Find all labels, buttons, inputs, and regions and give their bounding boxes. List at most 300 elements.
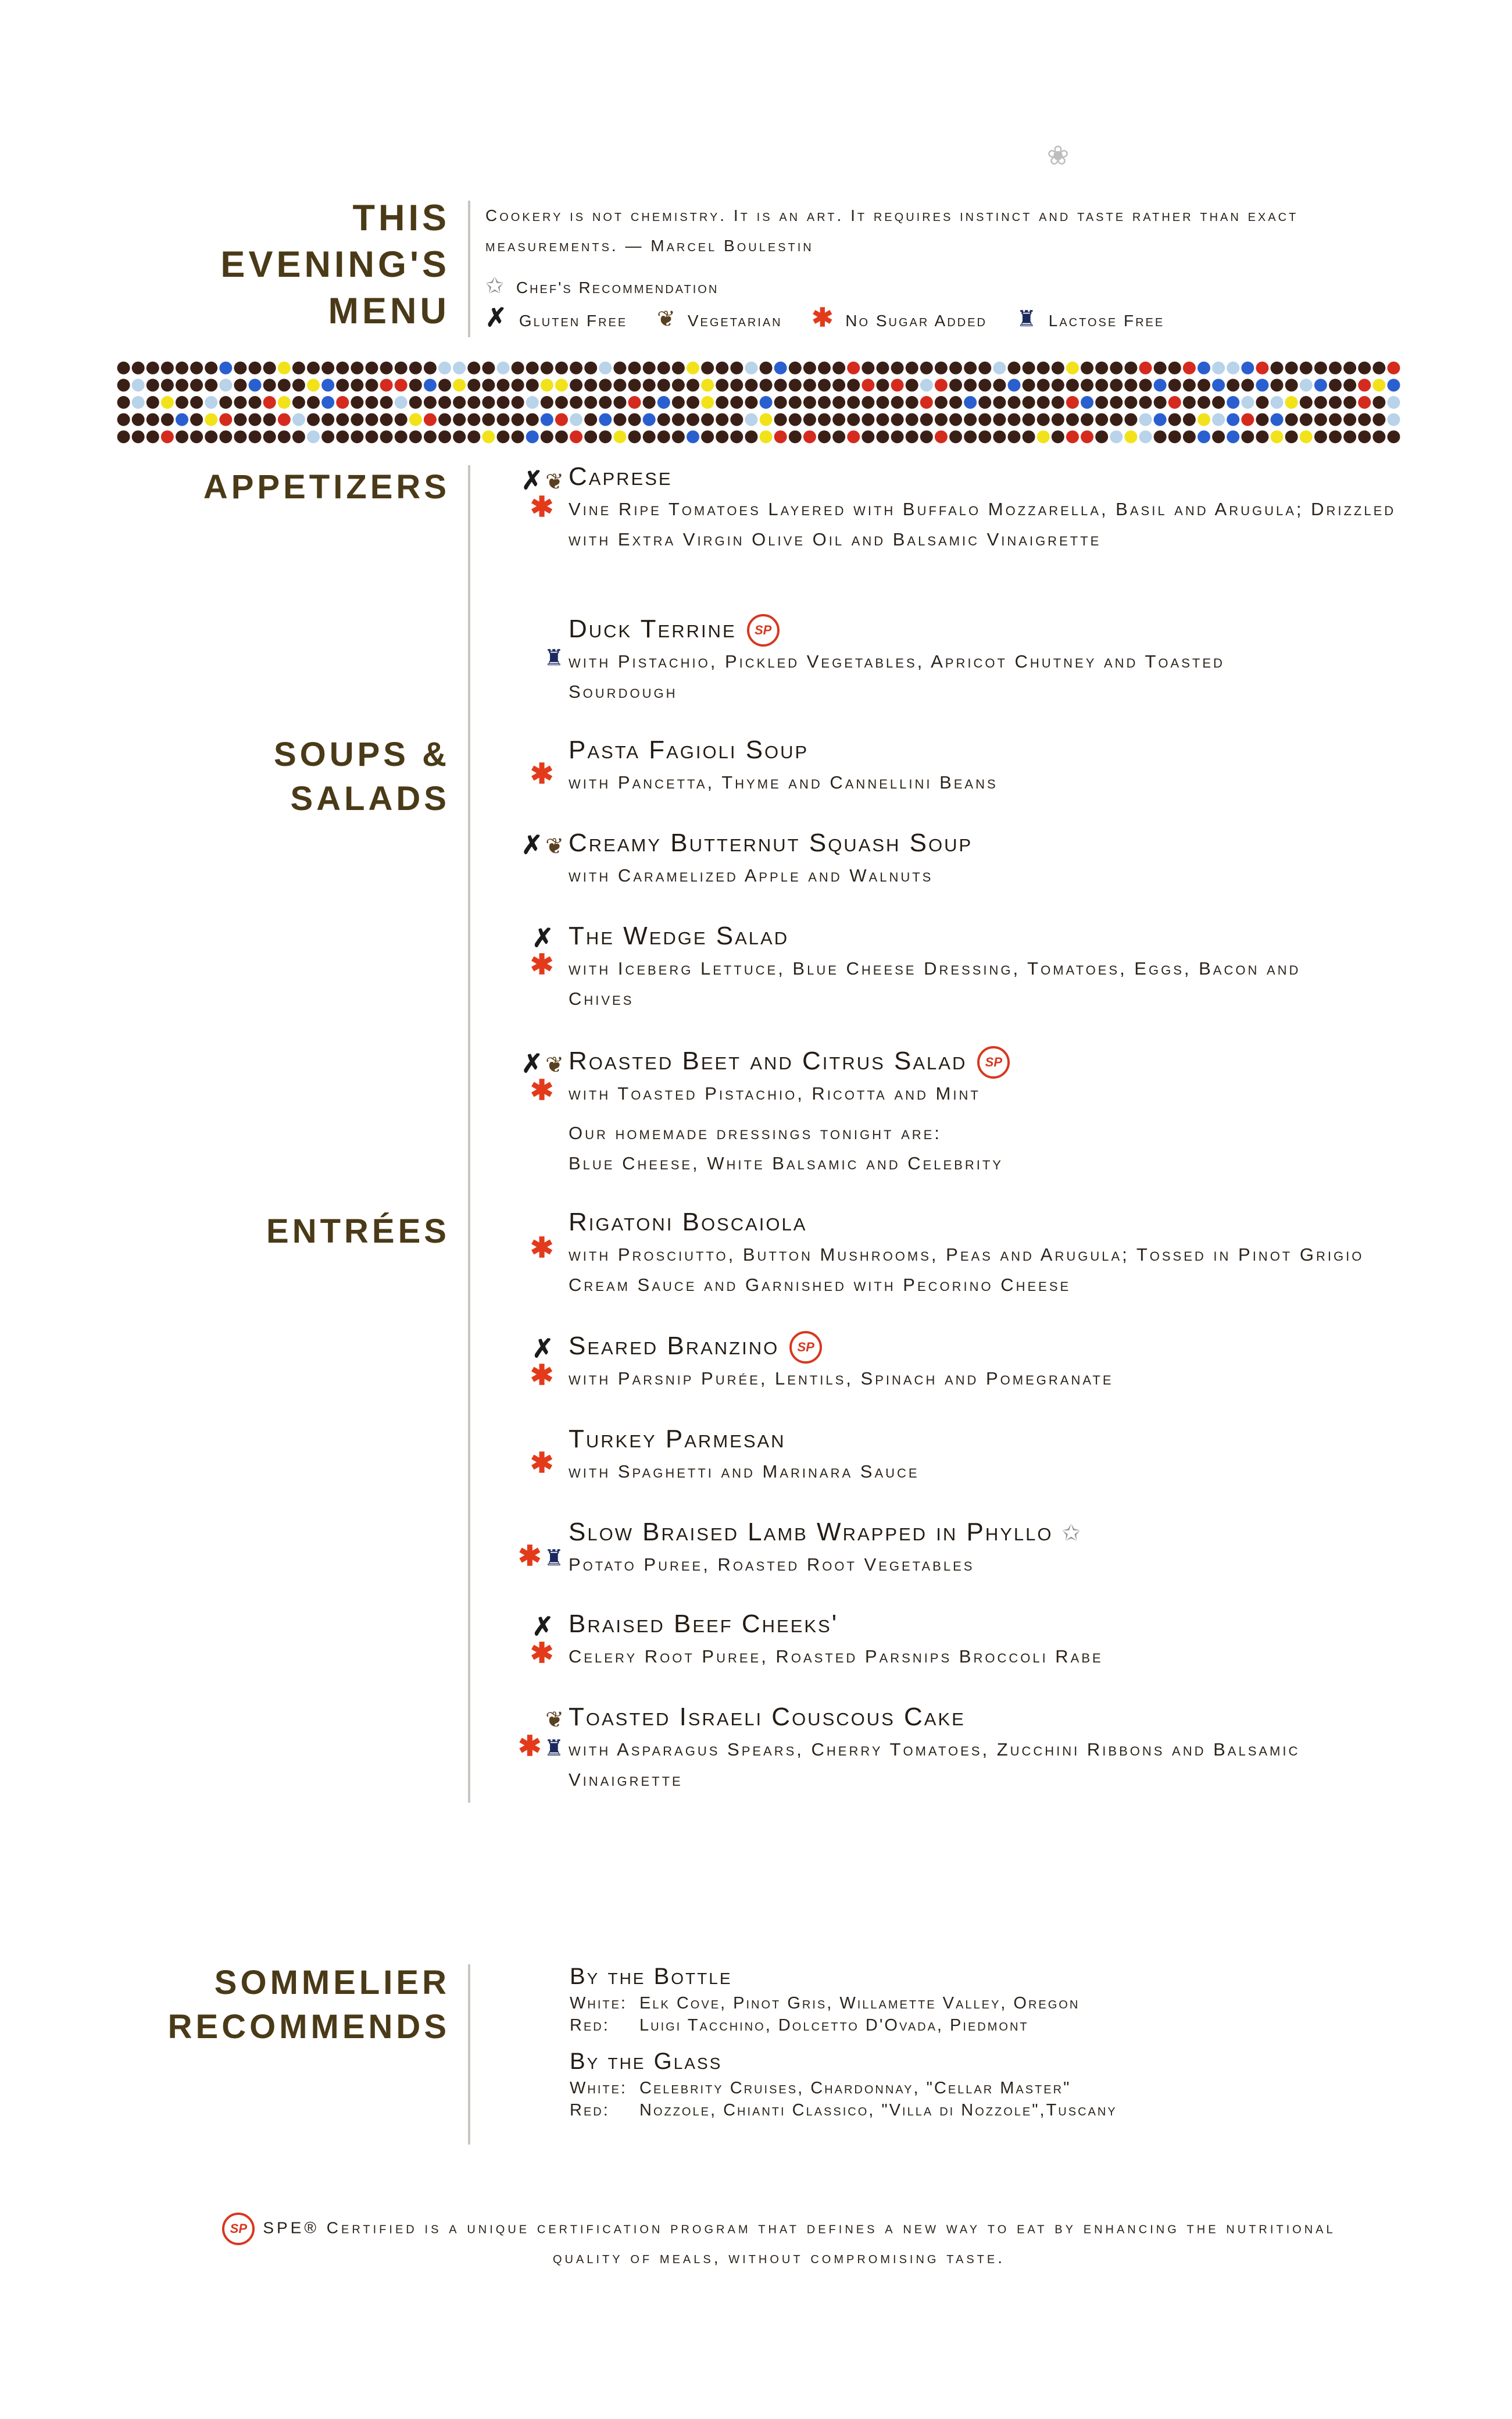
section-appetizers: APPETIZERS — [203, 468, 450, 506]
page-title — [220, 195, 450, 334]
decor-dot — [818, 396, 831, 409]
gluten-free-icon: ✗ — [485, 304, 509, 332]
decor-dot — [395, 362, 408, 374]
decor-dot — [687, 396, 699, 409]
decor-dot — [146, 362, 159, 374]
wine-line — [570, 1992, 1117, 2014]
decor-dot — [760, 413, 773, 426]
decor-dot — [1154, 396, 1167, 409]
decor-dot — [1023, 413, 1035, 426]
decor-dot — [876, 362, 889, 374]
decor-dot — [1256, 430, 1268, 443]
decor-dot — [876, 430, 889, 443]
decor-dot — [1139, 362, 1152, 374]
decor-dot — [906, 379, 918, 391]
decor-dot — [964, 430, 977, 443]
spe-certified-icon: SP — [222, 2213, 255, 2245]
footer-note — [198, 2213, 1360, 2271]
decor-dot — [1198, 396, 1210, 409]
decor-dot — [292, 396, 305, 409]
decor-dot — [263, 430, 276, 443]
decor-dot — [1183, 413, 1196, 426]
decor-dot — [1285, 430, 1298, 443]
item-name: Roasted Beet and Citrus Salad — [569, 1047, 967, 1075]
item-name: Caprese — [569, 462, 673, 491]
decor-dot — [190, 413, 203, 426]
decor-dot — [467, 396, 480, 409]
decor-dot — [132, 430, 145, 443]
decor-dot — [745, 362, 757, 374]
decor-dot — [643, 379, 656, 391]
decor-dot — [146, 413, 159, 426]
decor-dot — [1037, 413, 1050, 426]
decor-dot — [818, 362, 831, 374]
decor-dot — [599, 413, 612, 426]
decor-dot — [263, 362, 276, 374]
decor-dot — [1314, 396, 1327, 409]
decor-dot — [818, 430, 831, 443]
wine-type: White: — [570, 1994, 627, 2013]
decor-dot — [935, 379, 948, 391]
decor-dot — [935, 413, 948, 426]
decor-dot — [1227, 413, 1239, 426]
decor-dot — [1154, 379, 1167, 391]
decor-dot — [672, 362, 685, 374]
decor-dot — [278, 430, 291, 443]
decor-dot — [1037, 430, 1050, 443]
item-name: Turkey Parmesan — [569, 1425, 786, 1453]
decor-dot — [453, 379, 466, 391]
decor-dot — [891, 413, 904, 426]
legend-label: Vegetarian — [687, 312, 782, 330]
decor-dot — [570, 413, 582, 426]
decor-dot — [803, 413, 816, 426]
decor-dot — [818, 413, 831, 426]
decor-dot — [803, 379, 816, 391]
decor-dot — [1037, 362, 1050, 374]
wine-line — [570, 2014, 1117, 2036]
decor-dot — [1139, 396, 1152, 409]
decor-dot — [453, 413, 466, 426]
decor-dot — [161, 413, 174, 426]
diet-icons — [482, 833, 564, 859]
decor-dot — [1081, 430, 1093, 443]
decor-dot — [336, 379, 349, 391]
decor-dot — [613, 396, 626, 409]
decor-dot — [832, 396, 845, 409]
decor-dot — [1387, 396, 1400, 409]
decor-dot — [891, 430, 904, 443]
decor-dot — [1154, 413, 1167, 426]
decor-dot — [234, 396, 246, 409]
decor-dot — [1198, 430, 1210, 443]
decor-dot — [146, 396, 159, 409]
decor-dot — [1256, 379, 1268, 391]
decor-dot — [526, 430, 539, 443]
decor-dot — [657, 396, 670, 409]
section-title-line: SALADS — [290, 780, 450, 818]
decor-dot — [949, 362, 962, 374]
decor-dot — [1168, 430, 1181, 443]
decor-dot — [541, 362, 553, 374]
legend-label: Lactose Free — [1048, 312, 1165, 330]
cow-icon: ♜ — [1016, 307, 1038, 331]
decor-dot — [1285, 379, 1298, 391]
decor-dot — [263, 379, 276, 391]
decor-dot — [453, 396, 466, 409]
decor-dot — [978, 362, 991, 374]
decor-dot — [774, 362, 787, 374]
decor-dot — [643, 362, 656, 374]
legend-label: Gluten Free — [519, 312, 628, 330]
decor-dot — [1110, 413, 1123, 426]
decor-dot — [657, 413, 670, 426]
decor-dot — [132, 379, 145, 391]
decor-dot — [570, 379, 582, 391]
leaf-icon: ❦ — [545, 470, 564, 494]
decor-dot — [146, 379, 159, 391]
decor-dot — [964, 413, 977, 426]
asterisk-icon: ✱ — [530, 1638, 554, 1669]
decor-dot — [1124, 413, 1137, 426]
decor-dot — [993, 413, 1006, 426]
decor-dot — [862, 362, 874, 374]
decor-dot — [336, 430, 349, 443]
asterisk-icon: ✱ — [530, 1448, 554, 1479]
decor-dot — [219, 362, 232, 374]
item-desc: Vine Ripe Tomatoes Layered with Buffalo Mozzarella, Basil and Arugula; Drizzled with Extra Virgin Olive Oil and Balsamic Vinaigrette — [569, 499, 1396, 550]
decor-dot — [205, 430, 217, 443]
decor-dot — [730, 430, 743, 443]
decor-dot — [993, 379, 1006, 391]
decor-dot — [263, 413, 276, 426]
asterisk-icon: ✱ — [530, 950, 554, 980]
menu-item — [569, 919, 1406, 1014]
menu-item — [569, 1044, 1406, 1179]
item-name: The Wedge Salad — [569, 922, 789, 950]
asterisk-icon: ✱ — [518, 1541, 542, 1572]
decor-dot — [949, 396, 962, 409]
decor-dot — [1037, 379, 1050, 391]
decor-dot — [774, 413, 787, 426]
decor-dot — [555, 413, 568, 426]
decor-dot — [847, 379, 860, 391]
decor-dot — [1387, 413, 1400, 426]
decor-dot — [1329, 362, 1342, 374]
decor-dot — [1241, 413, 1254, 426]
decor-dot — [584, 362, 597, 374]
decor-dot — [1124, 430, 1137, 443]
decor-dot — [1007, 413, 1020, 426]
decor-dot — [321, 430, 334, 443]
decor-dot — [1023, 362, 1035, 374]
decor-dot — [1095, 379, 1108, 391]
menu-item — [569, 1329, 1406, 1394]
decor-dot — [949, 430, 962, 443]
decor-dot — [307, 430, 320, 443]
item-desc: with Pancetta, Thyme and Cannellini Beans — [569, 772, 998, 793]
diet-icons — [482, 1707, 564, 1761]
decor-dot — [190, 430, 203, 443]
decor-dot — [380, 430, 393, 443]
decor-dot — [205, 396, 217, 409]
decor-dot — [1256, 362, 1268, 374]
decor-dot — [978, 379, 991, 391]
cow-icon: ♜ — [544, 646, 564, 670]
dressing-note: Our homemade dressings tonight are: — [569, 1123, 942, 1144]
decor-dot — [438, 413, 451, 426]
decor-dot — [862, 379, 874, 391]
item-name: Rigatoni Boscaiola — [569, 1208, 807, 1236]
decor-dot — [570, 396, 582, 409]
decor-dot — [380, 379, 393, 391]
asterisk-icon: ✱ — [530, 1075, 554, 1106]
decor-dot — [278, 396, 291, 409]
decor-dot — [1358, 413, 1371, 426]
spe-certified-icon: SP — [789, 1331, 822, 1364]
asterisk-icon: ✱ — [530, 1233, 554, 1264]
decor-dot — [1139, 413, 1152, 426]
decor-dot — [862, 430, 874, 443]
section-soups-salads — [274, 733, 450, 821]
section-entrees: ENTRÉES — [266, 1212, 450, 1250]
decor-dot — [1066, 362, 1079, 374]
decor-dot — [146, 430, 159, 443]
decor-dot — [643, 396, 656, 409]
decor-dot — [1124, 396, 1137, 409]
decor-dot — [1285, 362, 1298, 374]
wine-type: Red: — [570, 2016, 610, 2035]
decor-dot — [234, 362, 246, 374]
item-desc: with Prosciutto, Button Mushrooms, Peas and Arugula; Tossed in Pinot Grigio Cream Sauce and Garnished with Pecorino Cheese — [569, 1244, 1364, 1295]
decor-dot — [1198, 413, 1210, 426]
decor-dot — [599, 430, 612, 443]
decor-dot — [132, 362, 145, 374]
decor-dot — [467, 413, 480, 426]
decor-dot — [219, 379, 232, 391]
decor-dot — [730, 379, 743, 391]
decor-dot — [949, 413, 962, 426]
decor-dot — [716, 379, 728, 391]
leaf-icon: ❦ — [545, 1053, 564, 1078]
decor-dot — [321, 413, 334, 426]
diet-icons — [482, 645, 564, 672]
decor-dot — [1052, 362, 1064, 374]
decor-dot — [263, 396, 276, 409]
decor-dot — [424, 379, 437, 391]
decor-dot — [453, 430, 466, 443]
decor-dot — [628, 430, 641, 443]
decor-dot — [716, 430, 728, 443]
decor-dot — [876, 396, 889, 409]
decor-dot — [161, 379, 174, 391]
decor-dot — [365, 430, 378, 443]
decor-dot — [1285, 396, 1298, 409]
decor-dot — [628, 396, 641, 409]
decor-dot — [219, 430, 232, 443]
decor-dot — [351, 413, 363, 426]
decor-dot — [292, 430, 305, 443]
decor-dot — [395, 379, 408, 391]
decor-dot — [1212, 396, 1225, 409]
decor-dot — [745, 379, 757, 391]
decor-dot — [1227, 430, 1239, 443]
decor-dot — [876, 379, 889, 391]
decor-dot — [176, 413, 188, 426]
decor-dot — [1387, 430, 1400, 443]
wine-type: White: — [570, 2079, 627, 2097]
decor-dot — [1212, 379, 1225, 391]
decor-dot — [453, 362, 466, 374]
ship-crest-icon: ❀ — [1046, 140, 1070, 170]
quote: Cookery is not chemistry. It is an art. It requires instinct and taste rather than exact measurements. — Marcel Boulestin — [485, 206, 1299, 255]
divider — [468, 201, 470, 337]
decor-dot — [365, 362, 378, 374]
decor-dot — [541, 413, 553, 426]
decor-dot — [730, 396, 743, 409]
decor-dot — [760, 362, 773, 374]
item-name: Braised Beef Cheeks' — [569, 1610, 839, 1638]
decor-dot — [774, 379, 787, 391]
decor-dot — [512, 430, 524, 443]
decor-dot — [292, 379, 305, 391]
decor-dot — [1227, 362, 1239, 374]
decor-dot — [1271, 362, 1284, 374]
decor-dot — [1372, 362, 1385, 374]
gluten-free-icon: ✗ — [521, 831, 543, 859]
decor-dot — [701, 362, 714, 374]
diet-icons — [482, 1448, 564, 1479]
legend-chef — [485, 273, 719, 299]
decor-dot — [1168, 396, 1181, 409]
decor-dot — [1066, 413, 1079, 426]
decor-dot — [1081, 396, 1093, 409]
decor-dot — [351, 396, 363, 409]
menu-item — [569, 1422, 1406, 1487]
decor-dot — [292, 413, 305, 426]
decor-dot — [1300, 379, 1313, 391]
decor-dot — [249, 379, 262, 391]
decor-dot — [599, 396, 612, 409]
decor-dot — [906, 413, 918, 426]
item-desc: with Spaghetti and Marinara Sauce — [569, 1461, 920, 1482]
decor-dot — [380, 362, 393, 374]
item-name: Creamy Butternut Squash Soup — [569, 829, 973, 857]
decor-dot — [234, 413, 246, 426]
decor-dot — [570, 430, 582, 443]
decor-dot — [234, 430, 246, 443]
asterisk-icon: ✱ — [530, 759, 554, 790]
decor-dot — [307, 379, 320, 391]
decor-dot — [467, 362, 480, 374]
decor-dot — [278, 362, 291, 374]
decor-dot — [964, 362, 977, 374]
decor-dot — [307, 396, 320, 409]
menu-item — [569, 1515, 1406, 1580]
legend-label: No Sugar Added — [845, 312, 987, 330]
decor-dot — [1241, 362, 1254, 374]
decor-dot — [1329, 413, 1342, 426]
item-desc: with Pistachio, Pickled Vegetables, Apricot Chutney and Toasted Sourdough — [569, 651, 1225, 702]
decor-dot — [1183, 379, 1196, 391]
decor-dot — [278, 379, 291, 391]
decor-dot — [613, 362, 626, 374]
decor-dot — [1329, 430, 1342, 443]
decor-dot — [161, 430, 174, 443]
decor-dot — [482, 413, 495, 426]
decor-dot — [657, 430, 670, 443]
decor-dot — [789, 379, 802, 391]
decor-dot — [862, 396, 874, 409]
decor-dot — [1124, 362, 1137, 374]
diet-icons — [482, 468, 564, 522]
decor-dot — [1154, 362, 1167, 374]
decor-dot — [1095, 413, 1108, 426]
decor-dot — [512, 362, 524, 374]
decor-dot — [935, 396, 948, 409]
decor-dot — [935, 430, 948, 443]
decor-dot — [584, 396, 597, 409]
decor-dot — [438, 379, 451, 391]
decor-dot — [687, 362, 699, 374]
decor-dot — [117, 396, 130, 409]
menu-item — [569, 733, 1406, 798]
decor-dot — [716, 396, 728, 409]
decor-dot — [526, 379, 539, 391]
decor-dot — [584, 379, 597, 391]
section-sommelier — [168, 1961, 450, 2049]
decor-dot — [774, 430, 787, 443]
decor-dot — [1300, 430, 1313, 443]
decor-dot — [701, 379, 714, 391]
decor-dot — [993, 430, 1006, 443]
decor-dot — [161, 396, 174, 409]
decor-dot — [1052, 413, 1064, 426]
legend-row — [485, 305, 1164, 332]
asterisk-icon: ✱ — [530, 1360, 554, 1391]
item-name: Pasta Fagioli Soup — [569, 736, 809, 764]
decor-dot — [395, 413, 408, 426]
decor-dot — [438, 430, 451, 443]
decor-dot — [117, 362, 130, 374]
decor-dot — [541, 396, 553, 409]
wine-name: Luigi Tacchino, Dolcetto D'Ovada, Piedmont — [639, 2016, 1029, 2035]
decor-dot — [1358, 379, 1371, 391]
decor-dot — [424, 362, 437, 374]
decor-dot — [278, 413, 291, 426]
chef-hat-icon: ✩ — [1061, 1521, 1082, 1546]
decor-dot — [117, 379, 130, 391]
cow-icon: ♜ — [544, 1546, 564, 1571]
decor-dot — [1241, 379, 1254, 391]
decor-dot — [336, 413, 349, 426]
decor-dot — [789, 362, 802, 374]
decor-dot — [1066, 379, 1079, 391]
decor-dot — [906, 362, 918, 374]
decor-dot — [555, 396, 568, 409]
item-desc: with Toasted Pistachio, Ricotta and Mint — [569, 1083, 981, 1104]
decor-dot — [1212, 362, 1225, 374]
gluten-free-icon: ✗ — [532, 924, 554, 952]
decor-dot — [1052, 396, 1064, 409]
title-line: MENU — [328, 291, 450, 331]
decor-dot — [190, 379, 203, 391]
decor-dot — [920, 396, 933, 409]
decor-dot — [1372, 379, 1385, 391]
item-name: Toasted Israeli Couscous Cake — [569, 1703, 966, 1731]
decor-dot — [205, 379, 217, 391]
decor-dot — [249, 396, 262, 409]
